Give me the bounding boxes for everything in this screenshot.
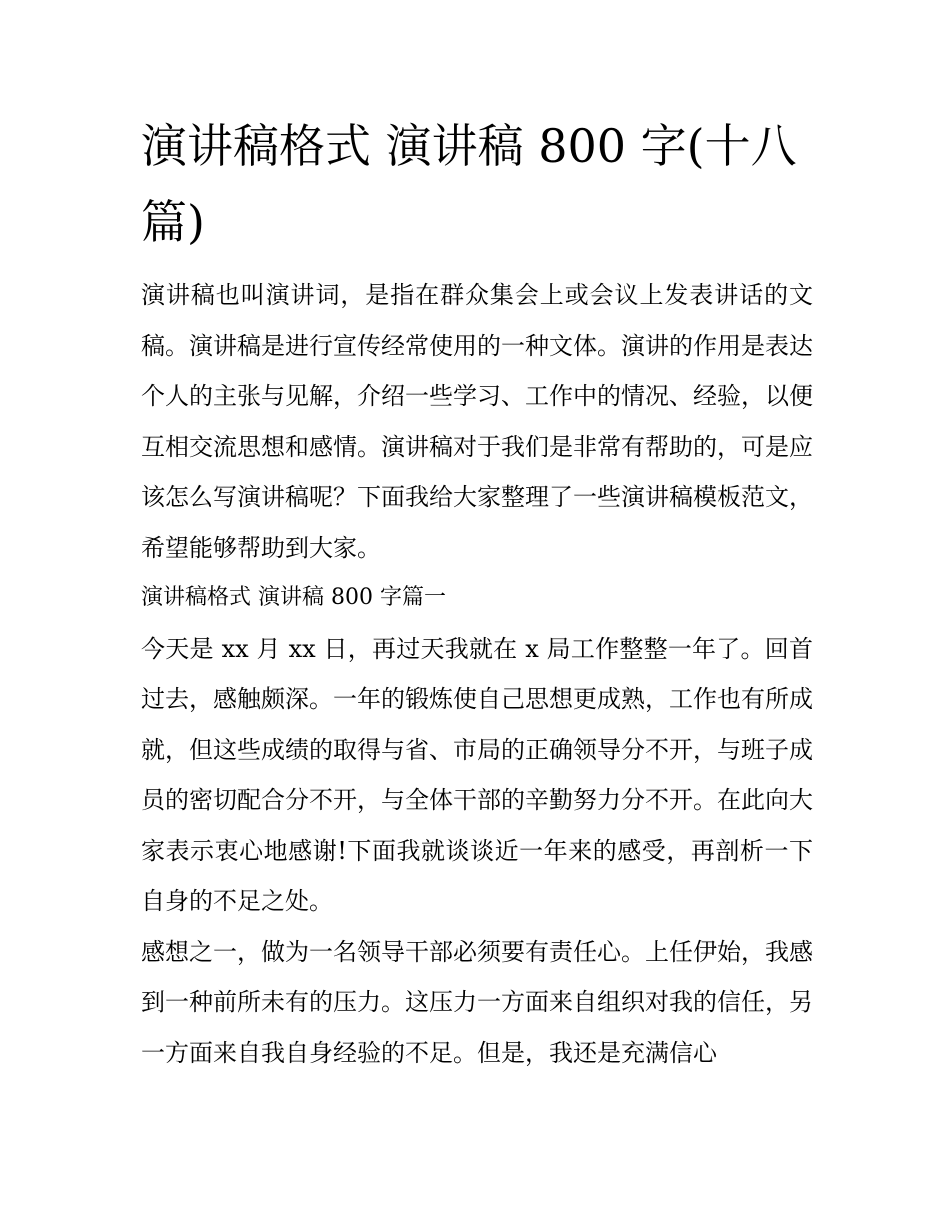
body-paragraph-1: 今天是 xx 月 xx 日，再过天我就在 x 局工作整整一年了。回首过去，感触颇深。一年的锻炼使自己思想更成熟，工作也有所成就，但这些成绩的取得与省、市局的正确领导分不开，与班子成员的密切配合分不开，与全体干部的辛勤努力分不开。在此向大家表示衷心地感谢!下面我就谈谈近一年来的感受，再剖析一下自身的不足之处。 [141,634,813,915]
body-paragraph-2: 感想之一，做为一名领导干部必须要有责任心。上任伊始，我感到一种前所未有的压力。这压力一方面来自组织对我的信任，另一方面来自我自身经验的不足。但是，我还是充满信心 [141,937,813,1067]
section-heading: 演讲稿格式 演讲稿 800 字篇一 [141,585,446,610]
document-page [141,108,813,1078]
document-title: 演讲稿格式 演讲稿 800 字(十八篇) [141,119,797,249]
intro-paragraph: 演讲稿也叫演讲词，是指在群众集会上或会议上发表讲话的文稿。演讲稿是进行宣传经常使用的一种文体。演讲的作用是表达个人的主张与见解，介绍一些学习、工作中的情况、经验，以便互相交流思想和感情。演讲稿对于我们是非常有帮助的，可是应该怎么写演讲稿呢？下面我给大家整理了一些演讲稿模板范文，希望能够帮助到大家。 [141,281,813,562]
